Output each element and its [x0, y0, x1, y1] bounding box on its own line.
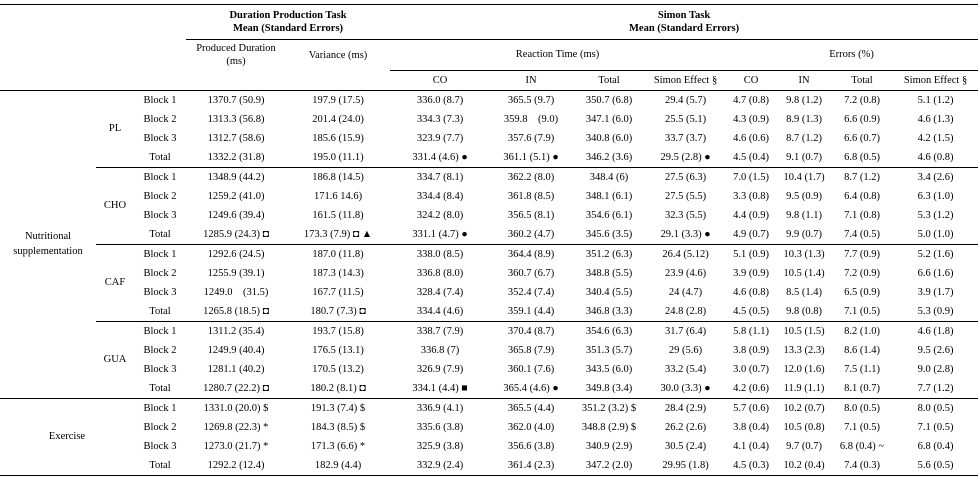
err-simon-effect: 7.1 (0.5) [917, 421, 954, 433]
produced-duration: 1292.6 (24.5) [186, 244, 286, 264]
table-row [0, 341, 978, 360]
produced-duration: 1280.7 (22.2) ◘ [203, 382, 269, 394]
variance: 197.9 (17.5) [312, 94, 364, 106]
variance: 171.3 (6.6) * [310, 440, 366, 452]
err-simon-effect: 4.6 (0.8) [917, 151, 954, 163]
err-co: 3.9 (0.9) [733, 267, 769, 279]
rt-total: 354.6 (6.3) [572, 321, 646, 341]
rt-co: 323.9 (7.7) [416, 132, 464, 144]
err-co: 3.8 (0.4) [733, 421, 769, 433]
produced-duration-header: Produced Duration (ms) [196, 43, 276, 67]
variance: 184.3 (8.5) $ [310, 421, 366, 433]
err-simon-effect: 5.1 (1.2) [917, 94, 954, 106]
err-in: 11.9 (1.1) [783, 382, 825, 394]
variance: 191.3 (7.4) $ [286, 398, 390, 418]
rt-in-header: IN [490, 70, 572, 90]
reaction-time-header: Reaction Time (ms) [390, 40, 725, 71]
err-co: 4.2 (0.6) [733, 382, 769, 394]
rt-co: 338.0 (8.5) [390, 244, 490, 264]
table-row [0, 418, 978, 437]
variance: 187.0 (11.8) [286, 244, 390, 264]
rt-total: 345.6 (3.5) [585, 228, 633, 240]
table-row [0, 360, 978, 379]
err-total: 7.7 (0.9) [831, 244, 893, 264]
err-in: 10.3 (1.3) [777, 244, 831, 264]
err-in: 10.5 (1.4) [783, 267, 825, 279]
produced-duration: 1273.0 (21.7) * [203, 440, 269, 452]
block-label: Block 1 [134, 167, 186, 187]
rt-total: 346.8 (3.3) [585, 305, 633, 317]
err-simon-effect: 5.2 (1.6) [893, 244, 978, 264]
table-row [0, 302, 978, 322]
rt-simon-effect: 23.9 (4.6) [664, 267, 707, 279]
group-caf: CAF [96, 244, 134, 321]
err-total: 6.6 (0.9) [844, 113, 880, 125]
rt-simon-effect: 26.4 (5.12) [646, 244, 725, 264]
rt-in: 361.1 (5.1) ● [503, 151, 559, 163]
block-label: Block 2 [143, 267, 177, 279]
table-row [0, 437, 978, 456]
err-total: 8.0 (0.5) [831, 398, 893, 418]
rt-total: 348.4 (6) [572, 167, 646, 187]
rt-in: 362.0 (4.0) [507, 421, 555, 433]
rt-in: 365.4 (4.6) ● [503, 382, 559, 394]
err-in: 12.0 (1.6) [783, 363, 825, 375]
produced-duration: 1285.9 (24.3) ◘ [203, 228, 269, 240]
rt-simon-effect: 30.0 (3.3) ● [660, 382, 711, 394]
block-label: Total [149, 151, 171, 163]
rt-in: 365.5 (9.7) [507, 94, 555, 106]
rt-in: 365.8 (7.9) [507, 344, 555, 356]
rt-total: 343.5 (6.0) [585, 363, 633, 375]
rt-co: 332.9 (2.4) [390, 456, 490, 476]
err-co: 3.8 (0.9) [733, 344, 769, 356]
err-simon-effect: 5.0 (1.0) [917, 228, 954, 240]
variance: 176.5 (13.1) [312, 344, 364, 356]
err-co: 3.3 (0.8) [733, 190, 769, 202]
rt-in: 360.1 (7.6) [507, 363, 555, 375]
rt-co: 338.7 (7.9) [390, 321, 490, 341]
err-simon-effect-header: Simon Effect § [893, 70, 978, 90]
rt-simon-effect: 28.4 (2.9) [646, 398, 725, 418]
rt-total: 348.1 (6.1) [585, 190, 633, 202]
err-co: 3.0 (0.7) [733, 363, 769, 375]
variance: 173.3 (7.9) ◘ ▲ [303, 228, 373, 240]
err-in: 8.5 (1.4) [786, 286, 822, 298]
table-row [0, 456, 978, 476]
rt-in: 365.5 (4.4) [490, 398, 572, 418]
variance: 193.7 (15.8) [286, 321, 390, 341]
err-co: 4.9 (0.7) [733, 228, 769, 240]
rt-simon-effect: 33.2 (5.4) [664, 363, 707, 375]
variance: 186.8 (14.5) [286, 167, 390, 187]
produced-duration: 1249.9 (40.4) [207, 344, 265, 356]
rt-in: 359.1 (4.4) [507, 305, 555, 317]
produced-duration: 1265.8 (18.5) ◘ [203, 305, 269, 317]
rt-total: 348.8 (5.5) [585, 267, 633, 279]
err-co: 4.5 (0.4) [733, 151, 769, 163]
err-in: 10.4 (1.7) [777, 167, 831, 187]
block-label: Block 1 [143, 94, 177, 106]
err-in: 9.8 (1.2) [786, 94, 822, 106]
simon-subtitle: Mean (Standard Errors) [629, 23, 740, 34]
err-total: 6.6 (0.7) [844, 132, 880, 144]
table-row [0, 167, 978, 187]
table-row [0, 187, 978, 206]
err-total: 7.5 (1.1) [844, 363, 880, 375]
err-simon-effect: 4.2 (1.5) [917, 132, 954, 144]
produced-duration: 1313.3 (56.8) [207, 113, 265, 125]
err-in: 9.7 (0.7) [786, 440, 822, 452]
table-row [0, 321, 978, 341]
rt-simon-effect: 29.4 (5.7) [664, 94, 707, 106]
variance-header: Variance (ms) [308, 49, 368, 61]
variance: 180.7 (7.3) ◘ [310, 305, 366, 317]
produced-duration: 1269.8 (22.3) * [203, 421, 269, 433]
group-cho: CHO [96, 167, 134, 244]
rt-total: 348.8 (2.9) $ [581, 421, 637, 433]
variance: 167.7 (11.5) [312, 286, 364, 298]
rt-total: 340.4 (5.5) [585, 286, 633, 298]
table-row [0, 283, 978, 302]
block-label: Total [149, 382, 171, 394]
rt-total-header: Total [572, 70, 646, 90]
rt-in: 361.8 (8.5) [507, 190, 555, 202]
err-co: 4.1 (0.4) [733, 440, 769, 452]
err-in: 10.5 (0.8) [783, 421, 825, 433]
err-simon-effect: 5.6 (0.5) [893, 456, 978, 476]
produced-duration: 1249.6 (39.4) [207, 209, 265, 221]
rt-co: 334.3 (7.3) [416, 113, 464, 125]
variance: 185.6 (15.9) [312, 132, 364, 144]
err-co: 4.5 (0.3) [725, 456, 777, 476]
variance: 195.0 (11.1) [312, 151, 364, 163]
block-label: Block 3 [143, 209, 177, 221]
rt-co: 334.4 (4.6) [416, 305, 464, 317]
rt-simon-effect: 29 (5.6) [668, 344, 703, 356]
err-in: 8.9 (1.3) [786, 113, 822, 125]
produced-duration: 1370.7 (50.9) [207, 94, 265, 106]
produced-duration: 1255.9 (39.1) [207, 267, 265, 279]
err-co: 4.4 (0.9) [733, 209, 769, 221]
rt-total: 349.8 (3.4) [585, 382, 633, 394]
rt-simon-effect: 30.5 (2.4) [664, 440, 707, 452]
variance: 182.9 (4.4) [286, 456, 390, 476]
err-simon-effect: 8.0 (0.5) [893, 398, 978, 418]
err-in-header: IN [777, 70, 831, 90]
err-simon-effect: 9.5 (2.6) [917, 344, 954, 356]
err-in: 9.1 (0.7) [786, 151, 822, 163]
err-in: 9.5 (0.9) [786, 190, 822, 202]
rt-co-header: CO [390, 70, 490, 90]
err-total: 7.4 (0.3) [831, 456, 893, 476]
err-simon-effect: 4.6 (1.8) [893, 321, 978, 341]
produced-duration: 1312.7 (58.6) [207, 132, 265, 144]
variance: 161.5 (11.8) [312, 209, 364, 221]
rt-simon-effect: 25.5 (5.1) [664, 113, 707, 125]
rt-co: 335.6 (3.8) [416, 421, 464, 433]
block-label: Block 3 [143, 286, 177, 298]
err-total: 8.1 (0.7) [844, 382, 880, 394]
err-simon-effect: 5.3 (0.9) [917, 305, 954, 317]
err-simon-effect: 9.0 (2.8) [917, 363, 954, 375]
rt-simon-effect: 26.2 (2.6) [664, 421, 707, 433]
err-total: 7.1 (0.8) [844, 209, 880, 221]
section-exercise: Exercise [0, 398, 134, 475]
err-total: 7.2 (0.9) [844, 267, 880, 279]
err-co: 4.3 (0.9) [733, 113, 769, 125]
rt-in: 356.5 (8.1) [507, 209, 555, 221]
err-simon-effect: 6.8 (0.4) [917, 440, 954, 452]
produced-duration: 1331.0 (20.0) $ [186, 398, 286, 418]
err-in: 9.8 (1.1) [786, 209, 822, 221]
err-co: 7.0 (1.5) [725, 167, 777, 187]
group-pl: PL [108, 123, 122, 134]
variance: 170.5 (13.2) [312, 363, 364, 375]
rt-simon-effect: 24.8 (2.8) [664, 305, 707, 317]
variance: 187.3 (14.3) [312, 267, 364, 279]
variance: 171.6 14.6) [313, 190, 363, 202]
rt-in: 359.8 (9.0) [503, 113, 559, 125]
produced-duration: 1259.2 (41.0) [207, 190, 265, 202]
block-label: Block 3 [143, 440, 177, 452]
rt-simon-effect: 29.95 (1.8) [646, 456, 725, 476]
err-in: 13.3 (2.3) [783, 344, 825, 356]
block-label: Total [134, 456, 186, 476]
block-label: Total [149, 228, 171, 240]
produced-duration: 1332.2 (31.8) [207, 151, 265, 163]
block-label: Block 2 [143, 190, 177, 202]
err-simon-effect: 6.6 (1.6) [917, 267, 954, 279]
block-label: Block 3 [143, 132, 177, 144]
rt-simon-effect-header: Simon Effect § [646, 70, 725, 90]
table-row [0, 398, 978, 418]
rt-simon-effect: 27.5 (6.3) [646, 167, 725, 187]
produced-duration: 1311.2 (35.4) [186, 321, 286, 341]
rt-total: 350.7 (6.8) [585, 94, 633, 106]
rt-simon-effect: 33.7 (3.7) [664, 132, 707, 144]
rt-total: 347.1 (6.0) [585, 113, 633, 125]
errors-header: Errors (%) [725, 40, 978, 71]
rt-co: 336.8 (7) [420, 344, 460, 356]
rt-total: 351.3 (5.7) [585, 344, 633, 356]
rt-simon-effect: 27.5 (5.5) [664, 190, 707, 202]
table-body [0, 90, 978, 475]
rt-co: 334.1 (4.4) ■ [412, 382, 468, 394]
rt-co: 336.9 (4.1) [390, 398, 490, 418]
rt-total: 354.6 (6.1) [585, 209, 633, 221]
rt-simon-effect: 32.3 (5.5) [664, 209, 707, 221]
rt-total: 351.2 (6.3) [572, 244, 646, 264]
err-total: 6.4 (0.8) [844, 190, 880, 202]
err-in: 8.7 (1.2) [786, 132, 822, 144]
rt-in: 361.4 (2.3) [490, 456, 572, 476]
block-label: Block 2 [143, 113, 177, 125]
rt-total: 346.2 (3.6) [585, 151, 633, 163]
err-total: 6.8 (0.5) [844, 151, 880, 163]
err-total: 8.2 (1.0) [831, 321, 893, 341]
produced-duration: 1249.0 (31.5) [203, 286, 269, 298]
rt-co: 336.0 (8.7) [416, 94, 464, 106]
rt-simon-effect: 29.5 (2.8) ● [660, 151, 711, 163]
rt-co: 336.8 (8.0) [416, 267, 464, 279]
rt-co: 334.7 (8.1) [390, 167, 490, 187]
block-label: Block 1 [134, 321, 186, 341]
err-simon-effect: 3.4 (2.6) [893, 167, 978, 187]
table-row [0, 148, 978, 168]
err-total: 6.5 (0.9) [844, 286, 880, 298]
err-co: 4.6 (0.6) [733, 132, 769, 144]
err-co: 4.7 (0.8) [733, 94, 769, 106]
err-simon-effect: 4.6 (1.3) [917, 113, 954, 125]
err-total: 7.2 (0.8) [844, 94, 880, 106]
err-simon-effect: 5.3 (1.2) [917, 209, 954, 221]
err-total: 8.6 (1.4) [844, 344, 880, 356]
rt-co: 328.4 (7.4) [416, 286, 464, 298]
table-row [0, 206, 978, 225]
table-row [0, 379, 978, 399]
rt-co: 324.2 (8.0) [416, 209, 464, 221]
section-nutritional: Nutritional supplementation [13, 231, 83, 257]
table-row [0, 129, 978, 148]
rt-simon-effect: 31.7 (6.4) [646, 321, 725, 341]
err-simon-effect: 6.3 (1.0) [917, 190, 954, 202]
group-gua: GUA [96, 321, 134, 398]
err-total: 7.4 (0.5) [844, 228, 880, 240]
err-simon-effect: 3.9 (1.7) [917, 286, 954, 298]
err-in: 9.9 (0.7) [786, 228, 822, 240]
rt-in: 362.2 (8.0) [490, 167, 572, 187]
results-table [0, 4, 978, 476]
rt-simon-effect: 24 (4.7) [668, 286, 703, 298]
block-label: Block 1 [134, 244, 186, 264]
rt-in: 360.2 (4.7) [507, 228, 555, 240]
block-label: Block 3 [143, 363, 177, 375]
err-total: 8.7 (1.2) [831, 167, 893, 187]
err-co-header: CO [725, 70, 777, 90]
produced-duration: 1281.1 (40.2) [207, 363, 265, 375]
err-in: 10.5 (1.5) [777, 321, 831, 341]
rt-co: 325.9 (3.8) [416, 440, 464, 452]
table-row [0, 244, 978, 264]
err-total: 7.1 (0.5) [844, 421, 880, 433]
err-simon-effect: 7.7 (1.2) [917, 382, 954, 394]
simon-title: Simon Task [657, 10, 711, 21]
block-label: Block 1 [134, 398, 186, 418]
block-label: Block 2 [143, 421, 177, 433]
err-co: 4.6 (0.8) [733, 286, 769, 298]
err-in: 9.8 (0.8) [786, 305, 822, 317]
table-row [0, 110, 978, 129]
err-total-header: Total [831, 70, 893, 90]
err-co: 5.7 (0.6) [725, 398, 777, 418]
variance: 201.4 (24.0) [312, 113, 364, 125]
produced-duration: 1348.9 (44.2) [186, 167, 286, 187]
variance: 180.2 (8.1) ◘ [310, 382, 366, 394]
err-in: 10.2 (0.7) [777, 398, 831, 418]
block-label: Total [149, 305, 171, 317]
rt-in: 370.4 (8.7) [490, 321, 572, 341]
rt-in: 356.6 (3.8) [507, 440, 555, 452]
dpt-subtitle: Mean (Standard Errors) [232, 23, 344, 34]
err-total: 6.8 (0.4) ~ [839, 440, 885, 452]
err-co: 5.1 (0.9) [725, 244, 777, 264]
rt-co: 334.4 (8.4) [416, 190, 464, 202]
err-co: 4.5 (0.5) [733, 305, 769, 317]
rt-total: 340.8 (6.0) [585, 132, 633, 144]
dpt-title: Duration Production Task [229, 10, 347, 21]
err-co: 5.8 (1.1) [725, 321, 777, 341]
block-label: Block 2 [143, 344, 177, 356]
rt-in: 357.6 (7.9) [507, 132, 555, 144]
err-total: 7.1 (0.5) [844, 305, 880, 317]
rt-simon-effect: 29.1 (3.3) ● [660, 228, 711, 240]
rt-in: 360.7 (6.7) [507, 267, 555, 279]
table-row [0, 225, 978, 245]
err-in: 10.2 (0.4) [777, 456, 831, 476]
rt-co: 331.1 (4.7) ● [412, 228, 468, 240]
rt-total: 340.9 (2.9) [585, 440, 633, 452]
rt-total: 347.2 (2.0) [572, 456, 646, 476]
rt-in: 352.4 (7.4) [507, 286, 555, 298]
table-row [0, 264, 978, 283]
produced-duration: 1292.2 (12.4) [186, 456, 286, 476]
table-row [0, 90, 978, 110]
rt-co: 331.4 (4.6) ● [412, 151, 468, 163]
rt-co: 326.9 (7.9) [416, 363, 464, 375]
rt-total: 351.2 (3.2) $ [572, 398, 646, 418]
rt-in: 364.4 (8.9) [490, 244, 572, 264]
